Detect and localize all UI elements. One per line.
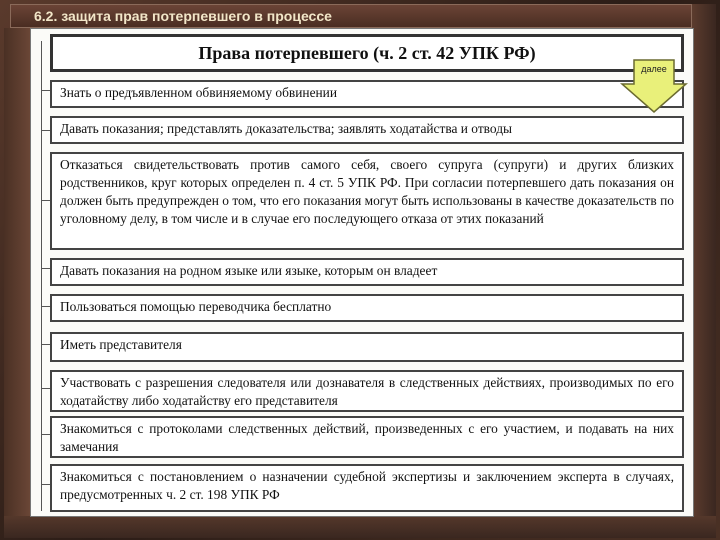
right-item-9: Знакомиться с постановлением о назначении судебной экспертизы и заключением эксперта в случаях, предусмотренных ч. 2 ст. 198 УПК РФ <box>50 464 684 512</box>
right-item-7: Участвовать с разрешения следователя или дознавателя в следственных действиях, производимых по его ходатайству либо ходатайству его представителя <box>50 370 684 412</box>
tree-connector-line <box>41 41 42 511</box>
tree-branch <box>41 434 50 435</box>
right-item-6: Иметь представителя <box>50 332 684 362</box>
slide-title: 6.2. защита прав потерпевшего в процессе <box>34 8 332 24</box>
left-border <box>4 28 30 536</box>
right-item-2: Давать показания; представлять доказательства; заявлять ходатайства и отводы <box>50 116 684 144</box>
right-item-4: Давать показания на родном языке или языке, которым он владеет <box>50 258 684 286</box>
rights-header: Права потерпевшего (ч. 2 ст. 42 УПК РФ) <box>50 34 684 72</box>
right-border <box>692 4 716 536</box>
tree-branch <box>41 130 50 131</box>
next-label[interactable]: далее <box>641 64 667 74</box>
tree-branch <box>41 90 50 91</box>
right-item-8: Знакомиться с протоколами следственных действий, произведенных с его участием, и подавать на них замечания <box>50 416 684 458</box>
right-item-3: Отказаться свидетельствовать против самого себя, своего супруга (супруги) и других близких родственников, круг которых определен п. 4 ст. 5 УПК РФ. При согласии потерпевшего дать показания он должен быть предупрежден о том, что его показания могут быть использованы в качестве доказательств по уголовному делу, в том числе и в случае его последующего отказа от этих показаний <box>50 152 684 250</box>
tree-branch <box>41 484 50 485</box>
tree-branch <box>41 268 50 269</box>
tree-branch <box>41 200 50 201</box>
right-item-5: Пользоваться помощью переводчика бесплатно <box>50 294 684 322</box>
tree-branch <box>41 306 50 307</box>
tree-branch <box>41 388 50 389</box>
right-item-1: Знать о предъявленном обвиняемому обвинении <box>50 80 684 108</box>
bottom-border <box>4 516 716 538</box>
tree-branch <box>41 344 50 345</box>
